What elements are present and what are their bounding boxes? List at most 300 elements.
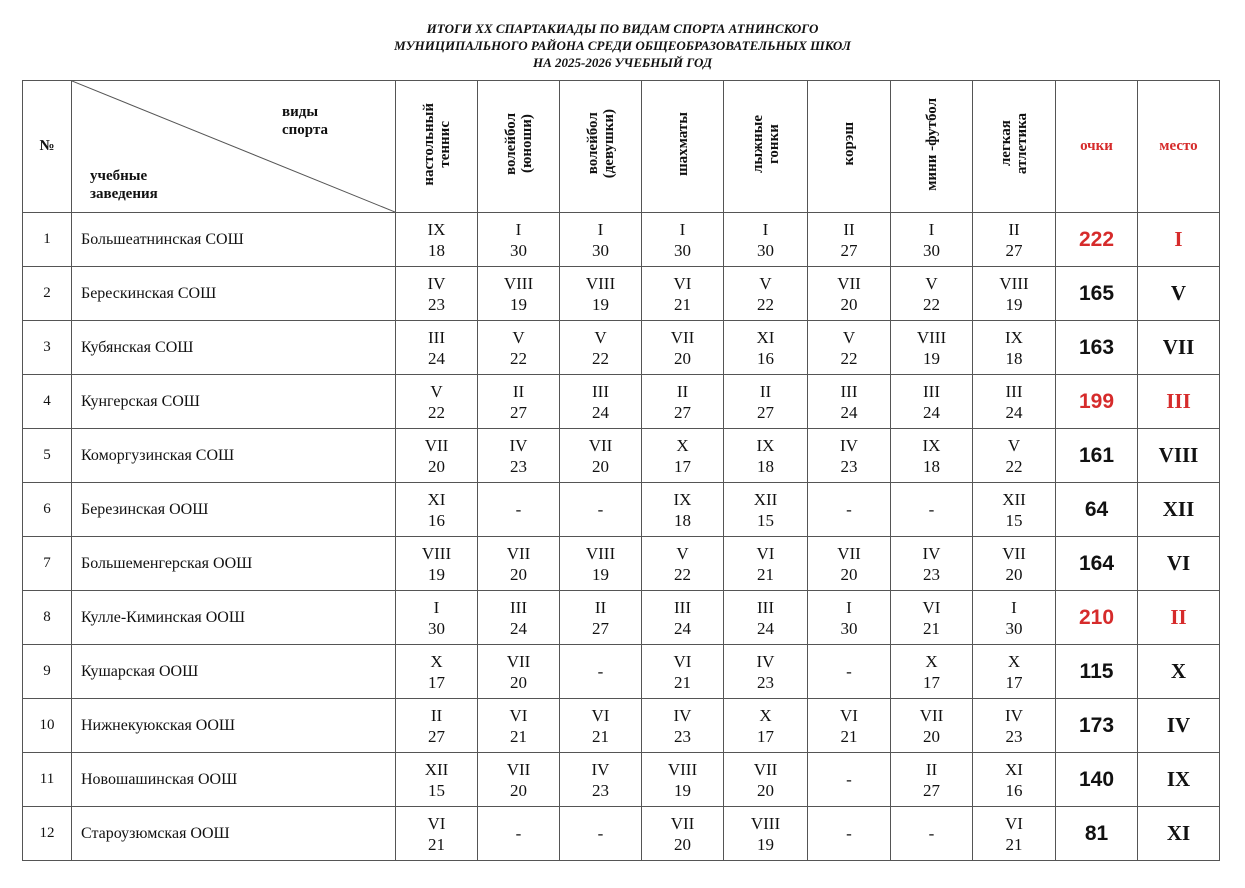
header-sport-label: мини -футбол [923,97,940,191]
result-cell [478,483,560,537]
result-cell [724,267,808,321]
result-value [757,651,775,693]
result-place: III [923,381,940,401]
total-points: 81 [1056,807,1138,861]
header-sport-label: корэш [841,122,857,166]
result-place: XI [756,327,775,347]
result-cell [724,375,808,429]
result-value [1005,705,1023,747]
result-value [674,219,691,261]
header-sport-label: лыжные гонки [749,114,782,173]
result-place: V [925,273,938,293]
row-number: 4 [23,375,72,429]
final-place: IX [1138,753,1220,807]
total-points: 173 [1056,699,1138,753]
result-cell [560,375,642,429]
result-value [510,435,528,477]
result-place: VIII [503,273,534,293]
result-value [923,435,941,477]
result-score: 17 [1005,672,1023,692]
result-place: I [928,219,935,239]
result-score: 24 [674,618,691,638]
result-value [428,273,446,315]
result-place: XI [1005,759,1023,779]
result-score: 30 [674,240,691,260]
result-place: V [676,543,689,563]
result-score: 24 [840,402,858,422]
header-sport-mini-football [891,81,973,213]
result-place: III [510,597,527,617]
header-points: очки [1056,81,1138,213]
result-place: VI [591,705,610,725]
result-place: - [597,500,604,519]
result-place: VIII [750,813,781,833]
result-cell [973,537,1056,591]
result-score: 21 [922,618,940,638]
result-score: 20 [509,672,527,692]
result-score: 30 [840,618,858,638]
school-name: Кулле-Киминская ООШ [72,591,396,645]
header-sport-athletics [973,81,1056,213]
header-sport-label: легкая атлетика [998,113,1030,175]
result-place: VII [1002,543,1026,563]
table-row [23,375,1220,429]
result-place: I [1011,597,1017,617]
result-place: IV [922,543,941,563]
result-place: IX [673,489,692,509]
result-place: VI [922,597,941,617]
result-cell [808,213,891,267]
header-schools-label: учебные заведения [90,168,158,202]
total-points: 164 [1056,537,1138,591]
result-value [846,661,852,682]
header-diagonal-cell [72,81,396,213]
result-score: 19 [427,564,445,584]
result-score: 19 [756,834,774,854]
result-score: 21 [427,834,445,854]
result-place: X [1007,651,1021,671]
result-cell [396,807,478,861]
result-score: 27 [923,780,940,800]
result-place: II [843,219,855,239]
result-score: 21 [1005,834,1023,854]
title-line-1: ИТОГИ XX СПАРТАКИАДЫ ПО ВИДАМ СПОРТА АТНИНСКОГО [426,21,819,36]
result-score: 21 [673,672,691,692]
result-cell [396,753,478,807]
result-score: 27 [592,618,609,638]
result-cell [560,537,642,591]
header-sport-chess [642,81,724,213]
result-value [510,327,527,369]
result-value [920,705,944,747]
result-place: - [846,770,852,789]
school-name: Большеатнинская СОШ [72,213,396,267]
row-number: 2 [23,267,72,321]
result-score: 22 [510,348,527,368]
result-value [1006,435,1023,477]
result-value [757,381,774,423]
result-place: - [846,662,852,681]
result-score: 20 [591,456,609,476]
row-number: 12 [23,807,72,861]
result-place: VII [837,543,861,563]
result-cell [973,321,1056,375]
result-value [674,543,691,585]
result-score: 19 [673,780,691,800]
table-row [23,483,1220,537]
result-cell [642,213,724,267]
result-place: VII [506,543,531,563]
result-place: VIII [585,273,616,293]
result-score: 19 [922,348,940,368]
result-cell [891,375,973,429]
result-cell [891,537,973,591]
result-value [510,219,527,261]
result-value [425,435,449,477]
result-place: V [842,327,856,347]
result-value [674,489,692,531]
result-value [671,813,695,855]
result-value [929,499,935,520]
result-cell [724,429,808,483]
result-score: 27 [1005,240,1023,260]
result-place: II [1008,219,1020,239]
result-score: 20 [840,294,858,314]
result-score: 15 [427,780,445,800]
result-value [757,327,775,369]
result-value [507,651,531,693]
result-cell [560,429,642,483]
result-cell [808,267,891,321]
result-value [592,381,609,423]
row-number: 9 [23,645,72,699]
result-score: 30 [510,240,527,260]
result-place: XII [753,489,778,509]
school-name: Кубянская СОШ [72,321,396,375]
result-value [507,543,531,585]
result-value [846,823,852,844]
result-value [589,435,613,477]
result-cell [808,375,891,429]
result-cell [724,483,808,537]
result-score: 20 [673,834,691,854]
result-score: 24 [757,618,774,638]
result-place: VI [509,705,528,725]
result-cell [396,213,478,267]
result-place: II [594,597,607,617]
result-place: III [592,381,609,401]
final-place: VI [1138,537,1220,591]
result-value [598,661,604,682]
result-value [516,823,522,844]
result-value [841,219,858,261]
result-score: 18 [756,456,774,476]
result-value [999,273,1028,315]
result-score: 23 [840,456,858,476]
header-sport-label: настольный теннис [420,102,453,186]
result-value [923,759,940,801]
result-cell [808,699,891,753]
result-cell [724,645,808,699]
result-score: 15 [1005,510,1023,530]
table-row [23,699,1220,753]
result-place: X [925,651,938,671]
result-score: 20 [509,780,527,800]
result-cell [396,699,478,753]
result-score: 23 [1005,726,1023,746]
result-value [510,381,527,423]
result-cell [891,753,973,807]
result-score: 22 [923,294,940,314]
result-place: VII [588,435,613,455]
result-cell [973,807,1056,861]
result-value [510,705,528,747]
result-cell [396,645,478,699]
result-value [674,273,692,315]
result-cell [478,699,560,753]
result-value [846,769,852,790]
result-cell [891,645,973,699]
result-value [592,327,609,369]
result-place: VII [837,273,861,293]
result-score: 23 [427,294,445,314]
result-score: 27 [674,402,691,422]
result-value [1006,381,1023,423]
result-value [428,597,445,639]
result-cell [560,321,642,375]
result-value [586,543,615,585]
result-place: IV [756,651,775,671]
result-score: 16 [756,348,774,368]
table-row [23,591,1220,645]
result-place: IX [1005,327,1023,347]
result-cell [973,483,1056,537]
result-cell [642,591,724,645]
result-value [428,651,445,693]
result-cell [478,753,560,807]
result-cell [642,807,724,861]
result-score: 20 [756,780,774,800]
result-value [428,327,445,369]
header-number: № [23,81,72,213]
result-score: 22 [757,294,774,314]
result-cell [808,807,891,861]
result-score: 19 [509,294,527,314]
result-value [674,651,692,693]
result-place: - [846,824,852,843]
result-cell [642,753,724,807]
result-value [841,327,858,369]
school-name: Кунгерская СОШ [72,375,396,429]
result-value [923,597,941,639]
result-score: 17 [428,672,445,692]
result-cell [396,429,478,483]
title-line-2: МУНИЦИПАЛЬНОГО РАЙОНА СРЕДИ ОБЩЕОБРАЗОВАТЕЛЬНЫХ ШКОЛ [394,38,851,53]
result-cell [642,429,724,483]
result-place: IV [840,435,858,455]
result-cell [560,753,642,807]
result-score: 22 [428,402,445,422]
result-value [598,823,604,844]
result-cell [891,591,973,645]
result-score: 17 [757,726,774,746]
total-points: 64 [1056,483,1138,537]
result-place: VII [753,759,778,779]
result-place: I [515,219,522,239]
total-points: 140 [1056,753,1138,807]
final-place: IV [1138,699,1220,753]
table-row [23,537,1220,591]
result-value [674,435,691,477]
result-cell [808,591,891,645]
result-score: 24 [592,402,609,422]
result-place: IX [922,435,941,455]
result-cell [808,645,891,699]
result-score: 19 [591,564,609,584]
result-place: IV [591,759,610,779]
header-sport-skiing [724,81,808,213]
result-cell [396,591,478,645]
result-value [837,543,861,585]
result-cell [891,321,973,375]
result-cell [478,591,560,645]
row-number: 6 [23,483,72,537]
result-cell [973,267,1056,321]
header-row [23,81,1220,213]
result-place: X [676,435,689,455]
result-place: V [594,327,607,347]
result-score: 30 [428,618,445,638]
row-number: 5 [23,429,72,483]
header-sport-koresh [808,81,891,213]
result-score: 30 [1005,618,1023,638]
result-place: - [928,500,935,519]
result-score: 16 [1005,780,1023,800]
result-place: II [676,381,689,401]
result-cell [808,429,891,483]
result-place: VI [1005,813,1023,833]
result-place: XII [424,759,449,779]
result-cell [891,807,973,861]
result-score: 21 [756,564,774,584]
header-sport-label: волейбол (девушки) [584,109,617,179]
table-row [23,321,1220,375]
result-place: I [762,219,769,239]
result-score: 20 [922,726,940,746]
result-score: 17 [674,456,691,476]
result-score: 20 [427,456,445,476]
result-value [586,273,615,315]
result-value [754,759,778,801]
result-place: VIII [916,327,947,347]
result-place: IV [673,705,692,725]
result-place: X [430,651,443,671]
result-value [1006,219,1023,261]
final-place: XI [1138,807,1220,861]
result-score: 20 [673,348,691,368]
result-value [757,435,775,477]
result-value [504,273,533,315]
result-value [757,273,774,315]
result-score: 20 [840,564,858,584]
result-cell [560,591,642,645]
result-place: II [759,381,772,401]
result-score: 24 [510,618,527,638]
title-line-3: НА 2025-2026 УЧЕБНЫЙ ГОД [532,55,712,70]
row-number: 8 [23,591,72,645]
result-cell [724,213,808,267]
result-value [1005,813,1023,855]
result-score: 18 [922,456,940,476]
result-cell [478,213,560,267]
result-score: 21 [840,726,858,746]
result-place: VII [670,813,695,833]
result-cell [808,537,891,591]
result-value [754,489,778,531]
final-place: II [1138,591,1220,645]
result-value [923,381,940,423]
result-score: 22 [840,348,858,368]
result-cell [642,537,724,591]
result-value [1002,489,1026,531]
result-value [840,435,858,477]
result-cell [478,645,560,699]
result-value [428,381,445,423]
result-place: VI [427,813,446,833]
result-place: - [515,500,522,519]
result-value [757,705,774,747]
result-score: 30 [592,240,609,260]
result-place: II [925,759,938,779]
result-cell [560,807,642,861]
result-cell [560,645,642,699]
result-place: II [430,705,443,725]
result-score: 22 [592,348,609,368]
result-score: 23 [509,456,527,476]
final-place: X [1138,645,1220,699]
result-value [1005,327,1023,369]
total-points: 163 [1056,321,1138,375]
final-place: III [1138,375,1220,429]
result-cell [396,321,478,375]
result-value [846,499,852,520]
final-place: V [1138,267,1220,321]
total-points: 210 [1056,591,1138,645]
result-score: 19 [1005,294,1023,314]
result-value [592,705,610,747]
result-cell [396,537,478,591]
row-number: 11 [23,753,72,807]
result-place: VII [506,759,531,779]
result-cell [478,321,560,375]
result-value [923,219,940,261]
result-value [516,499,522,520]
header-sport-table-tennis [396,81,478,213]
result-cell [478,375,560,429]
result-cell [478,267,560,321]
result-value [507,759,531,801]
result-cell [396,375,478,429]
school-name: Староузюмская ООШ [72,807,396,861]
result-place: VIII [667,759,698,779]
result-cell [891,429,973,483]
table-row [23,267,1220,321]
result-value [929,823,935,844]
results-body [23,213,1220,861]
result-cell [642,699,724,753]
result-value [674,381,691,423]
result-score: 24 [923,402,940,422]
